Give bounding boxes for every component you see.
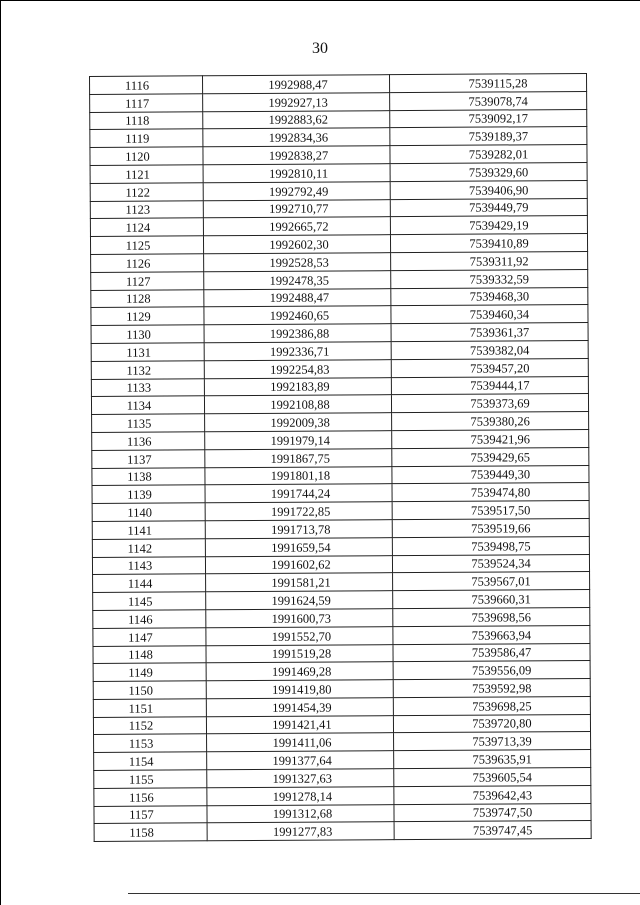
point-number-cell: 1145 (93, 592, 206, 610)
y-coordinate-cell: 7539092,17 (390, 109, 587, 128)
point-number-cell: 1143 (92, 556, 205, 574)
y-coordinate-cell: 7539519,66 (392, 518, 589, 537)
table-row (94, 732, 591, 753)
table-row (94, 785, 591, 806)
table-row (92, 554, 589, 575)
y-coordinate-cell: 7539468,30 (391, 287, 588, 306)
y-coordinate-cell: 7539429,19 (390, 216, 587, 235)
point-number-cell: 1149 (93, 663, 206, 681)
table-row (90, 216, 587, 237)
point-number-cell: 1125 (90, 236, 203, 254)
y-coordinate-cell: 7539444,17 (391, 376, 588, 395)
y-coordinate-cell: 7539282,01 (390, 145, 587, 164)
point-number-cell: 1154 (94, 752, 207, 770)
x-coordinate-cell: 1991312,68 (207, 804, 394, 823)
x-coordinate-cell: 1992810,11 (203, 164, 390, 183)
point-number-cell: 1157 (94, 805, 207, 823)
x-coordinate-cell: 1992386,88 (204, 324, 391, 343)
page-number: 30 (312, 40, 328, 57)
x-coordinate-cell: 1991600,73 (206, 609, 393, 628)
table-row (92, 429, 589, 450)
y-coordinate-cell: 7539373,69 (391, 394, 588, 413)
table-row (90, 73, 587, 94)
table-row (90, 145, 587, 166)
y-coordinate-cell: 7539460,34 (391, 305, 588, 324)
table-row (90, 91, 587, 112)
point-number-cell: 1128 (91, 289, 204, 307)
point-number-cell: 1140 (92, 503, 205, 521)
x-coordinate-cell: 1991519,28 (206, 644, 393, 663)
table-row (90, 180, 587, 201)
x-coordinate-cell: 1991278,14 (207, 787, 394, 806)
point-number-cell: 1144 (93, 574, 206, 592)
y-coordinate-cell: 7539361,37 (391, 323, 588, 342)
bottom-rule (128, 893, 640, 894)
x-coordinate-cell: 1991277,83 (207, 822, 394, 841)
y-coordinate-cell: 7539635,91 (394, 750, 591, 769)
point-number-cell: 1152 (93, 716, 206, 734)
point-number-cell: 1135 (92, 414, 205, 432)
x-coordinate-cell: 1991801,18 (205, 466, 392, 485)
table-row (94, 750, 591, 771)
point-number-cell: 1121 (90, 165, 203, 183)
x-coordinate-cell: 1992488,47 (204, 288, 391, 307)
table-row (91, 323, 588, 344)
table-row (93, 714, 590, 735)
y-coordinate-cell: 7539332,59 (391, 269, 588, 288)
x-coordinate-cell: 1992834,36 (203, 128, 390, 147)
y-coordinate-cell: 7539429,65 (392, 447, 589, 466)
y-coordinate-cell: 7539311,92 (391, 251, 588, 270)
table-row (91, 269, 588, 290)
point-number-cell: 1151 (93, 699, 206, 717)
y-coordinate-cell: 7539457,20 (391, 358, 588, 377)
y-coordinate-cell: 7539329,60 (390, 162, 587, 181)
point-number-cell: 1126 (91, 254, 204, 272)
point-number-cell: 1155 (94, 770, 207, 788)
table-row (93, 590, 590, 611)
x-coordinate-cell: 1991979,14 (205, 431, 392, 450)
x-coordinate-cell: 1991713,78 (205, 520, 392, 539)
point-number-cell: 1118 (90, 111, 203, 129)
x-coordinate-cell: 1992838,27 (203, 146, 390, 165)
point-number-cell: 1129 (91, 307, 204, 325)
table-row (92, 483, 589, 504)
x-coordinate-cell: 1992602,30 (203, 235, 390, 254)
table-row (93, 625, 590, 646)
point-number-cell: 1156 (94, 788, 207, 806)
x-coordinate-cell: 1991867,75 (205, 448, 392, 467)
table-row (91, 358, 588, 379)
table-row (90, 234, 587, 255)
y-coordinate-cell: 7539642,43 (394, 785, 591, 804)
table-row (90, 127, 587, 148)
table-row (92, 536, 589, 557)
table-row (91, 251, 588, 272)
table-row (90, 198, 587, 219)
point-number-cell: 1158 (94, 823, 207, 841)
x-coordinate-cell: 1991454,39 (206, 698, 393, 717)
x-coordinate-cell: 1992183,89 (204, 377, 391, 396)
table-row (94, 821, 591, 842)
x-coordinate-cell: 1992665,72 (203, 217, 390, 236)
y-coordinate-cell: 7539556,09 (393, 661, 590, 680)
y-coordinate-cell: 7539586,47 (393, 643, 590, 662)
x-coordinate-cell: 1992108,88 (204, 395, 391, 414)
y-coordinate-cell: 7539474,80 (392, 483, 589, 502)
y-coordinate-cell: 7539410,89 (390, 234, 587, 253)
y-coordinate-cell: 7539524,34 (392, 554, 589, 573)
coordinates-table-body (90, 73, 592, 841)
y-coordinate-cell: 7539517,50 (392, 501, 589, 520)
point-number-cell: 1133 (91, 378, 204, 396)
table-row (93, 696, 590, 717)
x-coordinate-cell: 1991744,24 (205, 484, 392, 503)
x-coordinate-cell: 1991602,62 (205, 555, 392, 574)
table-row (92, 412, 589, 433)
point-number-cell: 1122 (90, 183, 203, 201)
x-coordinate-cell: 1991552,70 (206, 626, 393, 645)
x-coordinate-cell: 1991581,21 (206, 573, 393, 592)
y-coordinate-cell: 7539078,74 (390, 91, 587, 110)
y-coordinate-cell: 7539660,31 (393, 590, 590, 609)
y-coordinate-cell: 7539605,54 (394, 768, 591, 787)
y-coordinate-cell: 7539115,28 (389, 73, 586, 92)
point-number-cell: 1130 (91, 325, 204, 343)
x-coordinate-cell: 1992792,49 (203, 181, 390, 200)
y-coordinate-cell: 7539421,96 (392, 429, 589, 448)
x-coordinate-cell: 1991469,28 (206, 662, 393, 681)
x-coordinate-cell: 1992883,62 (203, 110, 390, 129)
table-row (91, 394, 588, 415)
point-number-cell: 1142 (92, 539, 205, 557)
x-coordinate-cell: 1992927,13 (203, 92, 390, 111)
y-coordinate-cell: 7539449,30 (392, 465, 589, 484)
x-coordinate-cell: 1991624,59 (206, 591, 393, 610)
x-coordinate-cell: 1992254,83 (204, 359, 391, 378)
point-number-cell: 1148 (93, 645, 206, 663)
y-coordinate-cell: 7539720,80 (393, 714, 590, 733)
x-coordinate-cell: 1991411,06 (207, 733, 394, 752)
y-coordinate-cell: 7539380,26 (392, 412, 589, 431)
point-number-cell: 1141 (92, 521, 205, 539)
x-coordinate-cell: 1992528,53 (204, 253, 391, 272)
table-row (94, 803, 591, 824)
x-coordinate-cell: 1992460,65 (204, 306, 391, 325)
x-coordinate-cell: 1991421,41 (206, 715, 393, 734)
coordinates-table (89, 73, 592, 842)
x-coordinate-cell: 1992009,38 (205, 413, 392, 432)
table-row (92, 465, 589, 486)
table-row (90, 162, 587, 183)
point-number-cell: 1117 (90, 94, 203, 112)
y-coordinate-cell: 7539713,39 (394, 732, 591, 751)
point-number-cell: 1153 (94, 734, 207, 752)
y-coordinate-cell: 7539663,94 (393, 625, 590, 644)
point-number-cell: 1138 (92, 467, 205, 485)
table-row (92, 447, 589, 468)
table-row (91, 305, 588, 326)
table-row (94, 768, 591, 789)
point-number-cell: 1136 (92, 432, 205, 450)
y-coordinate-cell: 7539747,50 (394, 803, 591, 822)
table-row (90, 109, 587, 130)
table-row (92, 518, 589, 539)
table-row (91, 340, 588, 361)
table-row (91, 287, 588, 308)
x-coordinate-cell: 1991722,85 (205, 502, 392, 521)
point-number-cell: 1123 (90, 200, 203, 218)
y-coordinate-cell: 7539382,04 (391, 340, 588, 359)
x-coordinate-cell: 1992336,71 (204, 342, 391, 361)
table-row (92, 501, 589, 522)
y-coordinate-cell: 7539698,25 (393, 696, 590, 715)
point-number-cell: 1127 (91, 272, 204, 290)
x-coordinate-cell: 1991377,64 (207, 751, 394, 770)
y-coordinate-cell: 7539592,98 (393, 679, 590, 698)
table-row (93, 643, 590, 664)
x-coordinate-cell: 1992988,47 (203, 75, 390, 94)
x-coordinate-cell: 1991659,54 (205, 537, 392, 556)
table-row (93, 679, 590, 700)
point-number-cell: 1119 (90, 129, 203, 147)
y-coordinate-cell: 7539567,01 (393, 572, 590, 591)
point-number-cell: 1139 (92, 485, 205, 503)
point-number-cell: 1150 (93, 681, 206, 699)
x-coordinate-cell: 1991419,80 (206, 680, 393, 699)
point-number-cell: 1116 (90, 76, 203, 94)
point-number-cell: 1120 (90, 147, 203, 165)
x-coordinate-cell: 1992710,77 (203, 199, 390, 218)
x-coordinate-cell: 1991327,63 (207, 769, 394, 788)
point-number-cell: 1137 (92, 450, 205, 468)
table-row (93, 607, 590, 628)
table-row (93, 661, 590, 682)
y-coordinate-cell: 7539449,79 (390, 198, 587, 217)
y-coordinate-cell: 7539406,90 (390, 180, 587, 199)
point-number-cell: 1124 (90, 218, 203, 236)
table-row (91, 376, 588, 397)
point-number-cell: 1132 (91, 361, 204, 379)
y-coordinate-cell: 7539498,75 (392, 536, 589, 555)
point-number-cell: 1131 (91, 343, 204, 361)
x-coordinate-cell: 1992478,35 (204, 270, 391, 289)
point-number-cell: 1146 (93, 610, 206, 628)
y-coordinate-cell: 7539698,56 (393, 607, 590, 626)
point-number-cell: 1147 (93, 627, 206, 645)
y-coordinate-cell: 7539747,45 (394, 821, 591, 840)
y-coordinate-cell: 7539189,37 (390, 127, 587, 146)
point-number-cell: 1134 (91, 396, 204, 414)
table-row (93, 572, 590, 593)
